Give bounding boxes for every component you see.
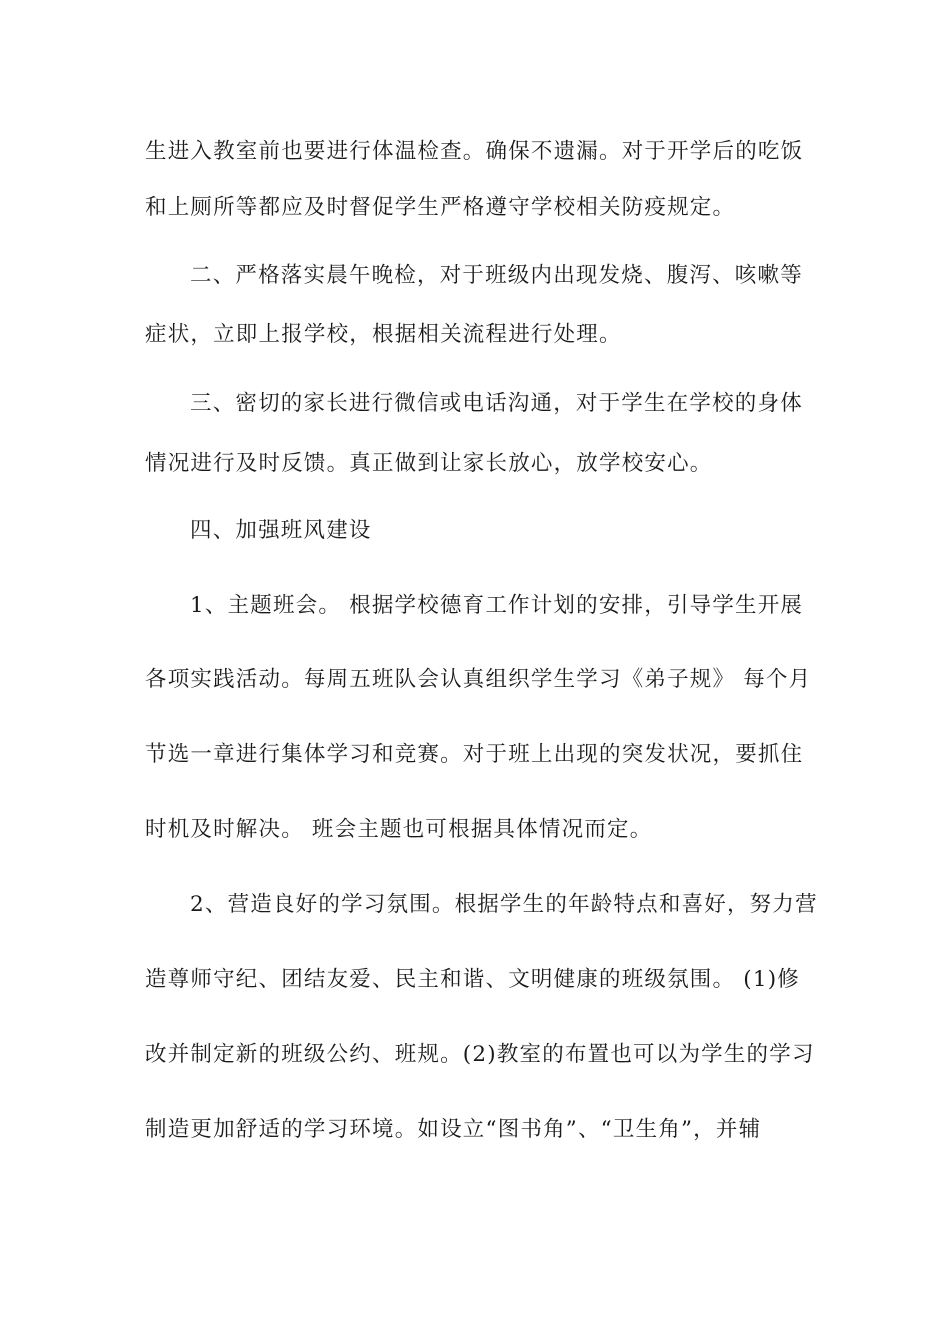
paragraph-start-line: 2、营造良好的学习氛围。根据学生的年龄特点和喜好，努力营 — [190, 892, 818, 917]
text-line: 改并制定新的班级公约、班规。(2)教室的布置也可以为学生的学习 — [145, 1042, 815, 1067]
text-line: 各项实践活动。每周五班队会认真组织学生学习《弟子规》 每个月 — [145, 667, 812, 692]
text-line: 制造更加舒适的学习环境。如设立“图书角”、“卫生角”，并辅 — [145, 1117, 762, 1142]
paragraph-start-line: 二、严格落实晨午晚检，对于班级内出现发烧、腹泻、咳嗽等 — [190, 263, 803, 288]
text-line: 情况进行及时反馈。真正做到让家长放心，放学校安心。 — [145, 451, 713, 476]
section-heading: 四、加强班风建设 — [190, 518, 372, 543]
text-line: 生进入教室前也要进行体温检查。确保不遗漏。对于开学后的吃饭 — [145, 139, 804, 164]
text-line: 造尊师守纪、团结友爱、民主和谐、文明健康的班级氛围。 (1)修 — [145, 967, 800, 992]
paragraph-start-line: 三、密切的家长进行微信或电话沟通，对于学生在学校的身体 — [190, 391, 803, 416]
text-line: 节选一章进行集体学习和竞赛。对于班上出现的突发状况，要抓住 — [145, 742, 804, 767]
paragraph-start-line: 1、主题班会。 根据学校德育工作计划的安排，引导学生开展 — [190, 593, 804, 618]
text-line: 时机及时解决。 班会主题也可根据具体情况而定。 — [145, 817, 653, 842]
text-line: 和上厕所等都应及时督促学生严格遵守学校相关防疫规定。 — [145, 195, 736, 220]
text-line: 症状，立即上报学校，根据相关流程进行处理。 — [145, 322, 622, 347]
